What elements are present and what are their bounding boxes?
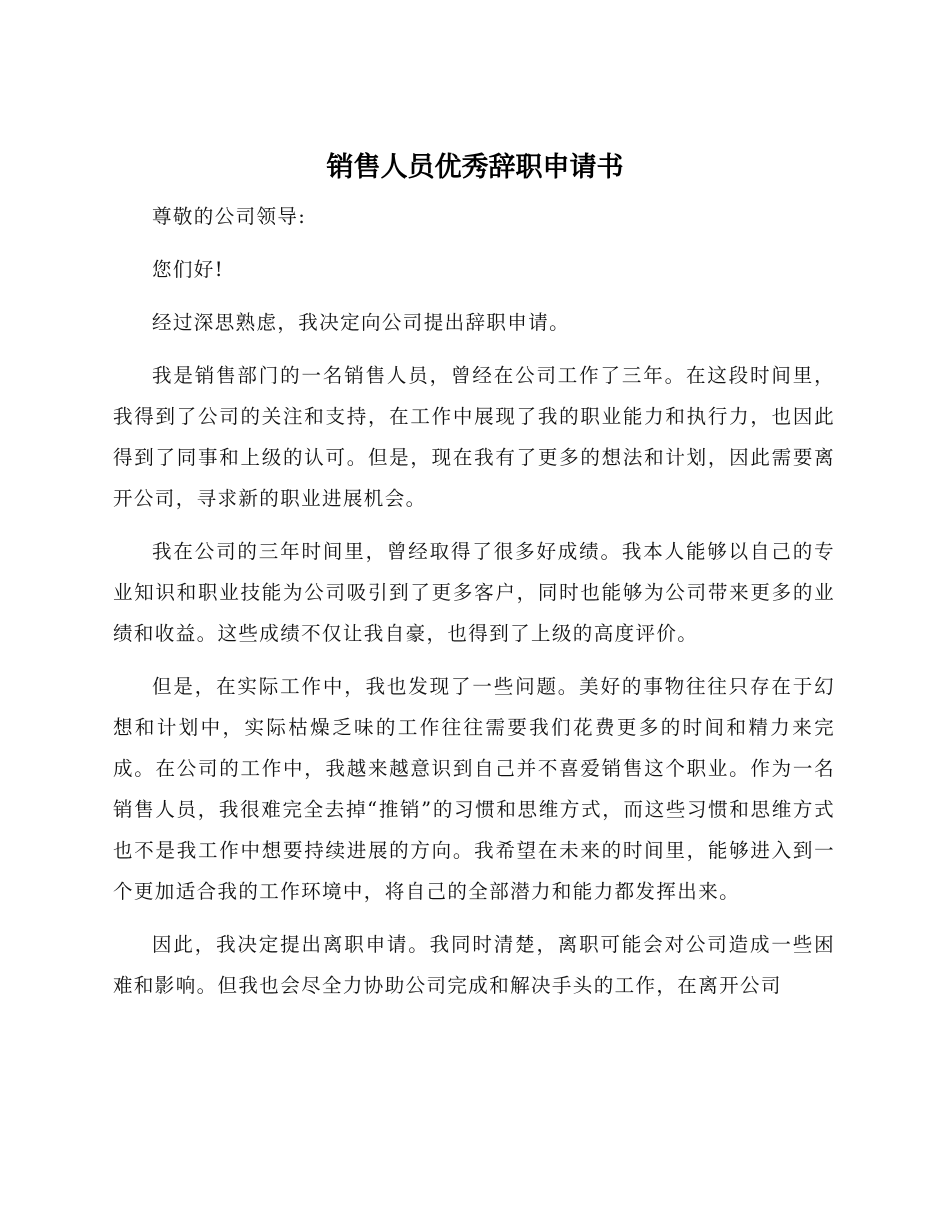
paragraph: 经过深思熟虑，我决定向公司提出辞职申请。 — [152, 311, 571, 334]
document-body — [113, 196, 835, 1018]
document-title: 销售人员优秀辞职申请书 — [326, 152, 624, 183]
salutation: 尊敬的公司领导: — [152, 205, 307, 228]
paragraph: 但是，在实际工作中，我也发现了一些问题。美好的事物往往只存在于幻想和计划中，实际枯燥乏味的工作往往需要我们花费更多的时间和精力来完成。在公司的工作中，我越来越意识到自己并不喜爱销售这个职业。作为一名销售人员，我很难完全去掉“推销”的习惯和思维方式，而这些习惯和思维方式也不是我工作中想要持续进展的方向。我希望在未来的时间里，能够进入到一个更加适合我的工作环境中，将自己的全部潜力和能力都发挥出来。 — [113, 675, 835, 903]
paragraph: 我是销售部门的一名销售人员，曾经在公司工作了三年。在这段时间里，我得到了公司的关注和支持，在工作中展现了我的职业能力和执行力，也因此得到了同事和上级的认可。但是，现在我有了更多的想法和计划，因此需要离开公司，寻求新的职业进展机会。 — [113, 364, 835, 510]
paragraph: 我在公司的三年时间里，曾经取得了很多好成绩。我本人能够以自己的专业知识和职业技能为公司吸引到了更多客户，同时也能够为公司带来更多的业绩和收益。这些成绩不仅让我自豪，也得到了上级的高度评价。 — [113, 540, 835, 645]
paragraph: 因此，我决定提出离职申请。我同时清楚，离职可能会对公司造成一些困难和影响。但我也会尽全力协助公司完成和解决手头的工作，在离开公司 — [113, 933, 835, 997]
greeting: 您们好! — [152, 258, 224, 281]
